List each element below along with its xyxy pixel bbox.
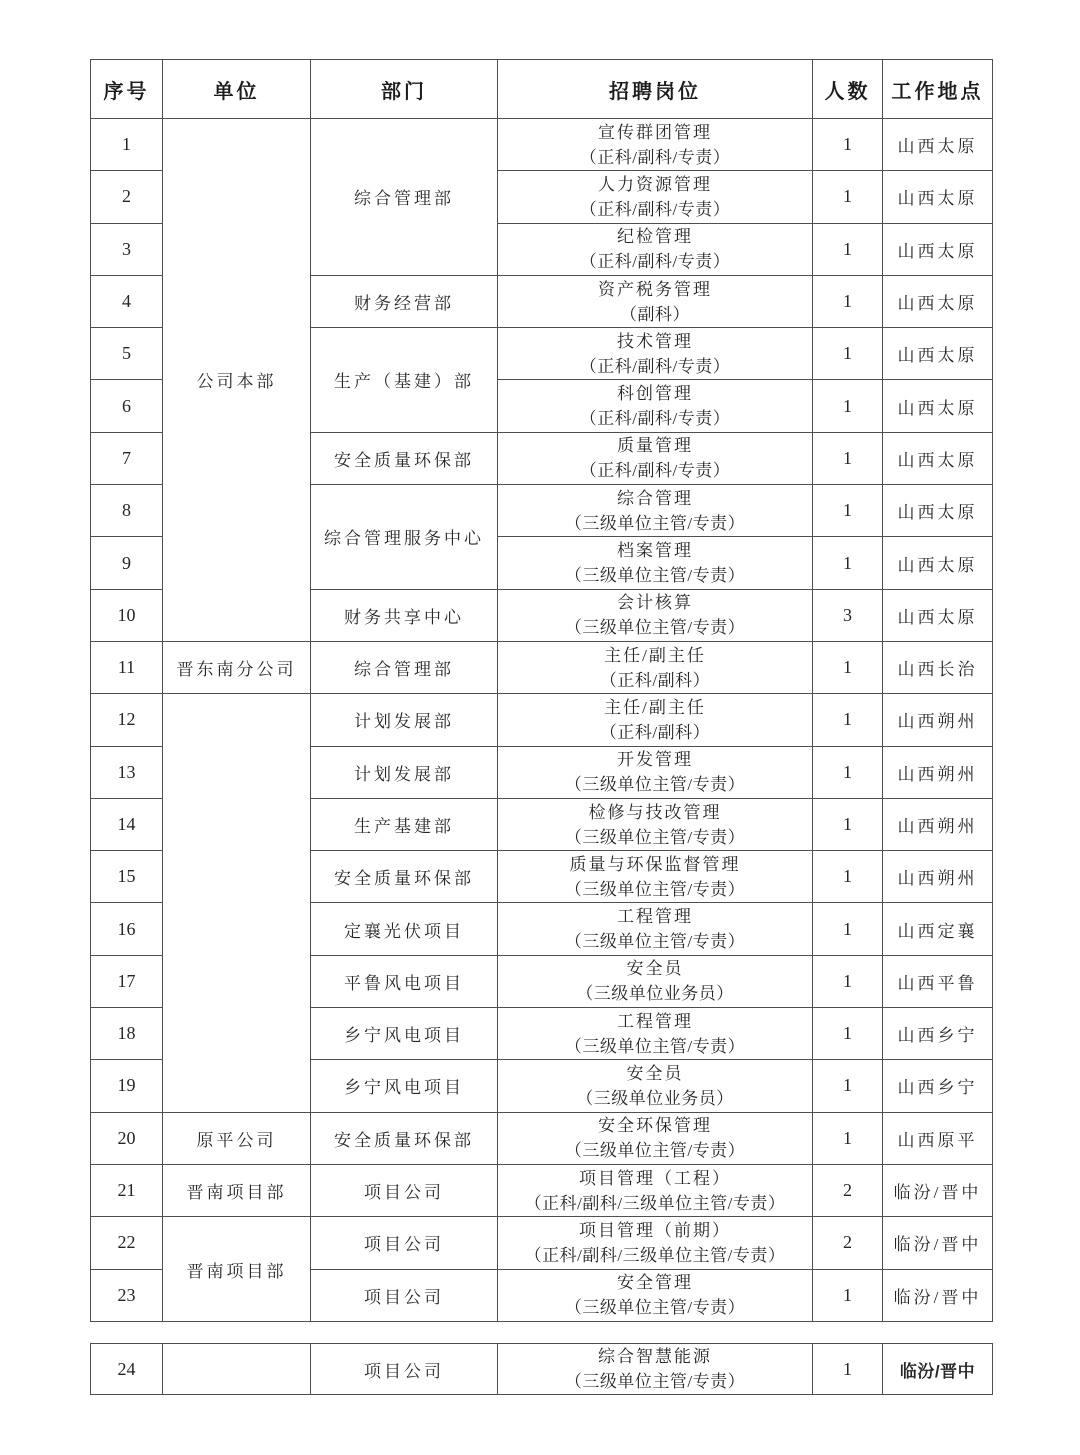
- job-level: （正科/副科）: [599, 670, 711, 690]
- cell-unit: 公司本部: [163, 119, 311, 642]
- cell-location: 临汾/晋中: [883, 1269, 993, 1321]
- header-location: 工作地点: [883, 60, 993, 119]
- cell-location: 临汾/晋中: [883, 1217, 993, 1269]
- cell-no: 18: [91, 1008, 163, 1060]
- cell-count: 1: [813, 903, 883, 955]
- job-title: 安全员: [626, 959, 684, 979]
- cell-job: [498, 432, 813, 484]
- cell-no: 19: [91, 1060, 163, 1112]
- cell-job: [498, 851, 813, 903]
- job-level: （三级单位主管/专责）: [564, 1298, 746, 1318]
- job-level: （三级单位业务员）: [576, 984, 734, 1004]
- cell-location: 山西太原: [883, 275, 993, 327]
- job-title: 质量管理: [617, 436, 693, 456]
- job-title: 综合智慧能源: [598, 1347, 712, 1366]
- job-title: 检修与技改管理: [588, 802, 722, 822]
- cell-no: 14: [91, 798, 163, 850]
- header-count: 人数: [813, 60, 883, 119]
- cell-unit: 晋南项目部: [163, 1217, 311, 1322]
- table-row: [91, 1344, 993, 1395]
- cell-count: 1: [813, 328, 883, 380]
- cell-job: [498, 1008, 813, 1060]
- cell-count: 1: [813, 1060, 883, 1112]
- cell-count: 1: [813, 432, 883, 484]
- cell-count: 1: [813, 1344, 883, 1395]
- job-level: （正科/副科/专责）: [579, 252, 731, 272]
- job-level: （三级单位主管/专责）: [564, 775, 746, 795]
- cell-dept: 定襄光伏项目: [311, 903, 498, 955]
- cell-no: 11: [91, 641, 163, 693]
- cell-job: [498, 1217, 813, 1269]
- cell-job: [498, 746, 813, 798]
- job-level: （正科/副科/专责）: [579, 199, 731, 219]
- cell-no: 3: [91, 223, 163, 275]
- cell-location: 山西太原: [883, 589, 993, 641]
- job-level: （正科/副科/专责）: [579, 356, 731, 376]
- job-title: 档案管理: [617, 541, 693, 561]
- recruitment-table-continued: [90, 1343, 993, 1395]
- cell-no: 20: [91, 1112, 163, 1164]
- cell-job: [498, 798, 813, 850]
- cell-dept: 生产（基建）部: [311, 328, 498, 433]
- cell-dept: 财务共享中心: [311, 589, 498, 641]
- job-title: 质量与环保监督管理: [569, 854, 741, 874]
- job-level: （三级单位主管/专责）: [564, 1372, 746, 1391]
- cell-dept: 项目公司: [311, 1217, 498, 1269]
- cell-job: [498, 903, 813, 955]
- job-level: （正科/副科/三级单位主管/专责）: [524, 1245, 786, 1265]
- job-level: （三级单位主管/专责）: [564, 513, 746, 533]
- cell-count: 1: [813, 955, 883, 1007]
- job-title: 资产税务管理: [598, 279, 712, 299]
- cell-no: 7: [91, 432, 163, 484]
- cell-no: 16: [91, 903, 163, 955]
- cell-no: 15: [91, 851, 163, 903]
- cell-count: 2: [813, 1164, 883, 1216]
- cell-job: [498, 694, 813, 746]
- job-title: 综合管理: [617, 488, 693, 508]
- cell-count: 1: [813, 485, 883, 537]
- cell-job: [498, 223, 813, 275]
- cell-count: 1: [813, 746, 883, 798]
- cell-location: 山西太原: [883, 171, 993, 223]
- cell-unit: 晋南项目部: [163, 1164, 311, 1216]
- cell-location: 山西长治: [883, 641, 993, 693]
- table-row: [91, 641, 993, 693]
- cell-job: [498, 955, 813, 1007]
- job-title: 会计核算: [617, 593, 693, 613]
- cell-dept: 财务经营部: [311, 275, 498, 327]
- job-title: 技术管理: [617, 331, 693, 351]
- job-level: （正科/副科）: [599, 722, 711, 742]
- cell-no: 17: [91, 955, 163, 1007]
- job-title: 主任/副主任: [604, 697, 706, 717]
- cell-count: 1: [813, 171, 883, 223]
- cell-job: [498, 119, 813, 171]
- job-title: 工程管理: [617, 1011, 693, 1031]
- cell-job: [498, 275, 813, 327]
- cell-dept: 项目公司: [311, 1344, 498, 1395]
- cell-location: 山西朔州: [883, 746, 993, 798]
- job-title: 开发管理: [617, 750, 693, 770]
- job-level: （三级单位主管/专责）: [564, 1036, 746, 1056]
- cell-location: 山西朔州: [883, 851, 993, 903]
- job-level: （三级单位主管/专责）: [564, 827, 746, 847]
- job-title: 安全员: [626, 1063, 684, 1083]
- cell-job: [498, 485, 813, 537]
- cell-job: [498, 1060, 813, 1112]
- cell-location: 山西太原: [883, 328, 993, 380]
- cell-location: 山西平鲁: [883, 955, 993, 1007]
- header-no: 序号: [91, 60, 163, 119]
- cell-no: 2: [91, 171, 163, 223]
- cell-no: 9: [91, 537, 163, 589]
- cell-location: 临汾/晋中: [883, 1344, 993, 1395]
- cell-dept: 安全质量环保部: [311, 1112, 498, 1164]
- table-row: [91, 694, 993, 746]
- table-row: [91, 119, 993, 171]
- job-level: （三级单位主管/专责）: [564, 932, 746, 952]
- cell-no: 10: [91, 589, 163, 641]
- cell-count: 1: [813, 1008, 883, 1060]
- job-level: （正科/副科/专责）: [579, 461, 731, 481]
- cell-dept: 计划发展部: [311, 746, 498, 798]
- cell-no: 8: [91, 485, 163, 537]
- cell-location: 山西定襄: [883, 903, 993, 955]
- cell-count: 1: [813, 851, 883, 903]
- cell-job: [498, 1112, 813, 1164]
- cell-location: 山西乡宁: [883, 1060, 993, 1112]
- header-job: 招聘岗位: [498, 60, 813, 119]
- cell-count: 1: [813, 537, 883, 589]
- job-level: （三级单位主管/专责）: [564, 566, 746, 586]
- cell-dept: 综合管理部: [311, 119, 498, 276]
- cell-dept: 项目公司: [311, 1269, 498, 1321]
- cell-count: 1: [813, 1112, 883, 1164]
- cell-job: [498, 1344, 813, 1395]
- cell-job: [498, 641, 813, 693]
- cell-no: 6: [91, 380, 163, 432]
- job-title: 人力资源管理: [598, 174, 712, 194]
- job-level: （副科）: [620, 304, 690, 324]
- recruitment-table: [90, 59, 993, 1322]
- cell-unit: 晋东南分公司: [163, 641, 311, 693]
- cell-location: 山西太原: [883, 485, 993, 537]
- cell-job: [498, 537, 813, 589]
- cell-dept: 乡宁风电项目: [311, 1060, 498, 1112]
- cell-dept: 计划发展部: [311, 694, 498, 746]
- job-title: 主任/副主任: [604, 645, 706, 665]
- job-level: （三级单位主管/专责）: [564, 879, 746, 899]
- cell-count: 1: [813, 1269, 883, 1321]
- cell-job: [498, 1164, 813, 1216]
- cell-location: 山西太原: [883, 432, 993, 484]
- job-level: （三级单位业务员）: [576, 1088, 734, 1108]
- job-level: （正科/副科/三级单位主管/专责）: [524, 1193, 786, 1213]
- cell-count: 1: [813, 798, 883, 850]
- cell-no: 12: [91, 694, 163, 746]
- cell-no: 4: [91, 275, 163, 327]
- cell-job: [498, 328, 813, 380]
- cell-job: [498, 171, 813, 223]
- header-dept: 部门: [311, 60, 498, 119]
- job-title: 宣传群团管理: [598, 122, 712, 142]
- header-row: [91, 60, 993, 119]
- cell-location: 山西朔州: [883, 694, 993, 746]
- cell-no: 21: [91, 1164, 163, 1216]
- job-level: （三级单位主管/专责）: [564, 1141, 746, 1161]
- cell-dept: 综合管理部: [311, 641, 498, 693]
- cell-dept: 综合管理服务中心: [311, 485, 498, 590]
- cell-count: 1: [813, 380, 883, 432]
- cell-count: 1: [813, 641, 883, 693]
- cell-count: 1: [813, 223, 883, 275]
- cell-location: 临汾/晋中: [883, 1164, 993, 1216]
- table-row: [91, 1164, 993, 1216]
- job-level: （正科/副科/专责）: [579, 409, 731, 429]
- cell-location: 山西乡宁: [883, 1008, 993, 1060]
- cell-no: 13: [91, 746, 163, 798]
- cell-unit: [163, 1344, 311, 1395]
- cell-no: 22: [91, 1217, 163, 1269]
- cell-count: 1: [813, 119, 883, 171]
- job-title: 工程管理: [617, 907, 693, 927]
- cell-location: 山西原平: [883, 1112, 993, 1164]
- cell-location: 山西太原: [883, 537, 993, 589]
- cell-no: 1: [91, 119, 163, 171]
- job-title: 项目管理（工程）: [579, 1168, 731, 1188]
- cell-count: 1: [813, 694, 883, 746]
- cell-dept: 安全质量环保部: [311, 851, 498, 903]
- job-level: （正科/副科/专责）: [579, 147, 731, 167]
- cell-unit: 原平公司: [163, 1112, 311, 1164]
- cell-no: 23: [91, 1269, 163, 1321]
- cell-job: [498, 589, 813, 641]
- cell-count: 3: [813, 589, 883, 641]
- table-row: [91, 1217, 993, 1269]
- job-level: （三级单位主管/专责）: [564, 618, 746, 638]
- cell-location: 山西太原: [883, 119, 993, 171]
- cell-location: 山西太原: [883, 380, 993, 432]
- cell-no: 24: [91, 1344, 163, 1395]
- cell-location: 山西太原: [883, 223, 993, 275]
- job-title: 安全环保管理: [598, 1116, 712, 1136]
- job-title: 纪检管理: [617, 227, 693, 247]
- cell-dept: 乡宁风电项目: [311, 1008, 498, 1060]
- cell-dept: 生产基建部: [311, 798, 498, 850]
- cell-dept: 项目公司: [311, 1164, 498, 1216]
- cell-job: [498, 380, 813, 432]
- header-unit: 单位: [163, 60, 311, 119]
- cell-unit: [163, 694, 311, 1112]
- cell-count: 1: [813, 275, 883, 327]
- cell-count: 2: [813, 1217, 883, 1269]
- cell-job: [498, 1269, 813, 1321]
- job-title: 项目管理（前期）: [579, 1220, 731, 1240]
- cell-location: 山西朔州: [883, 798, 993, 850]
- table-row: [91, 1112, 993, 1164]
- cell-dept: 安全质量环保部: [311, 432, 498, 484]
- cell-no: 5: [91, 328, 163, 380]
- cell-dept: 平鲁风电项目: [311, 955, 498, 1007]
- job-title: 科创管理: [617, 384, 693, 404]
- job-title: 安全管理: [617, 1273, 693, 1293]
